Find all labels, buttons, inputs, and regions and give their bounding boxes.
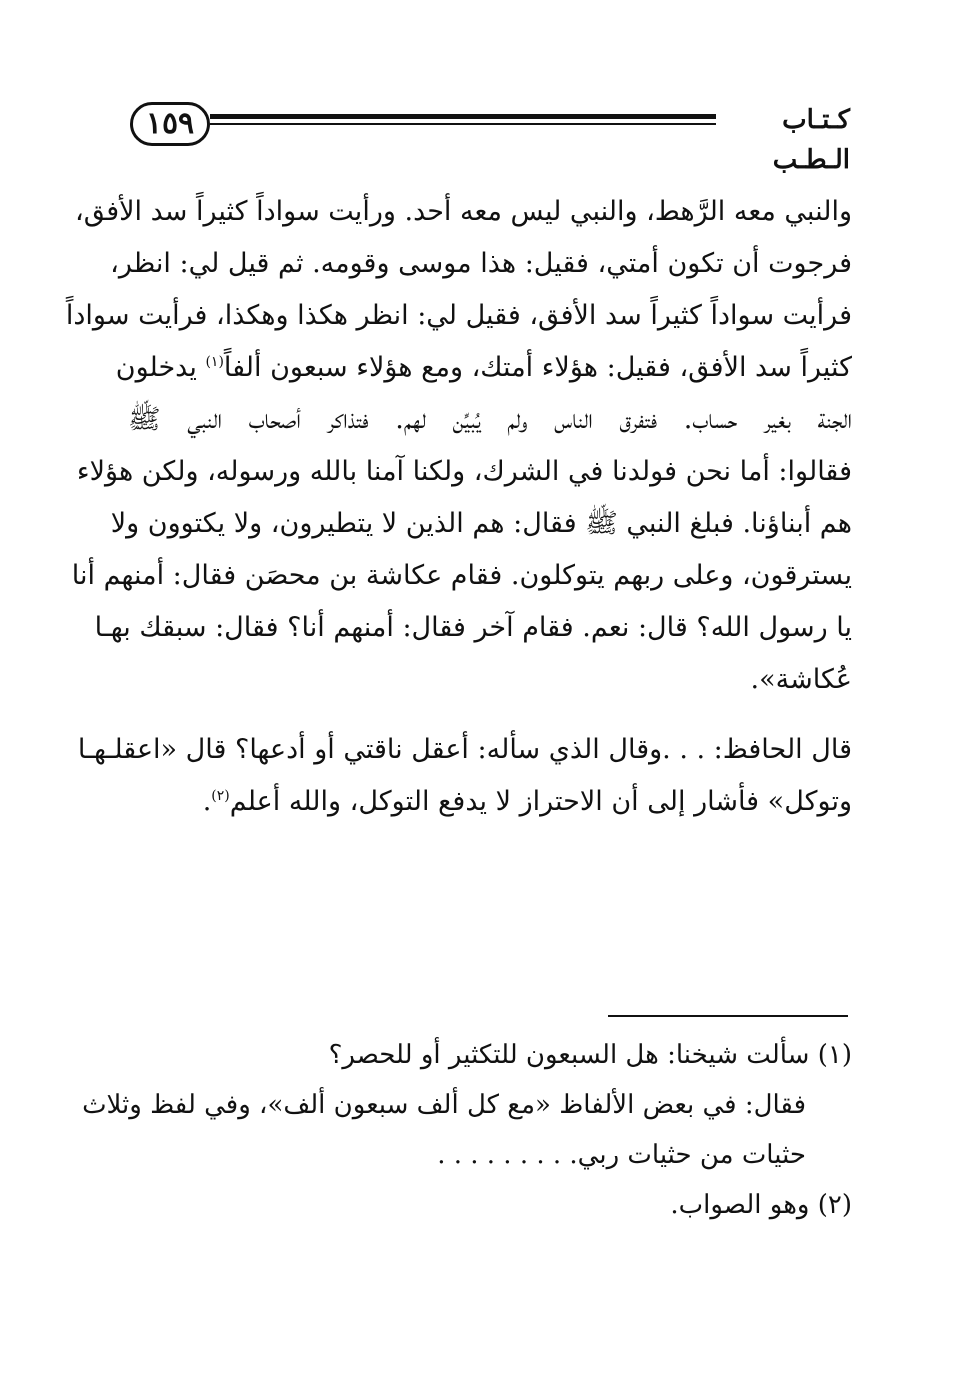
text-line: قال الحافظ: . . .وقال الذي سأله: أعقل ناقتي أو أدعها؟ قال «اعقلـهـا <box>77 734 852 765</box>
text-segment: وتوكل» فأشار إلى أن الاحتراز لا يدفع التوكل، والله أعلم <box>229 786 852 817</box>
footnotes <box>82 1030 852 1230</box>
header-rule-thick <box>210 114 716 119</box>
text-line: يا رسول الله؟ قال: نعم. فقام آخر فقال: أمنهم أنا؟ فقال: سبقك بهـا <box>94 612 852 643</box>
page-number: ١٥٩ <box>130 102 210 146</box>
text-line: فرأيت سواداً كثيراً سد الأفق، فقيل لي: انظر هكذا وهكذا، فرأيت سواداً <box>65 300 852 331</box>
footnote-ref-2: (٢) <box>211 788 230 804</box>
header-rule-thin <box>210 123 716 125</box>
header-rule <box>210 114 716 128</box>
footnote-1-line: (١) سألت شيخنا: هل السبعون للتكثير أو للحصر؟ <box>328 1040 852 1070</box>
text-line: فرجوت أن تكون أمتي، فقيل: هذا موسى وقومه. ثم قيل لي: انظر، <box>110 248 852 279</box>
text-line: الجنة بغير حساب. فتفرق الناس ولم يُبيِّن لهم. فتذاكر أصحاب النبي ﷺ <box>128 404 852 435</box>
book-title: كـتـاب الـطـب <box>772 105 850 175</box>
paragraph-hafiz <box>77 724 852 828</box>
page-header <box>130 96 850 175</box>
text-line: هم أبناؤنا. فبلغ النبي ﷺ فقال: هم الذين لا يتطيرون، ولا يكتوون ولا <box>110 508 852 539</box>
text-segment: كثيراً سد الأفق، فقيل: هؤلاء أمتك، ومع هؤلاء سبعون ألفاً <box>223 352 852 383</box>
footnote-separator <box>608 1015 848 1017</box>
footnote-ref-1: (١) <box>205 354 224 370</box>
text-line: فقالوا: أما نحن فولدنا في الشرك، ولكنا آمنا بالله ورسوله، ولكن هؤلاء <box>76 456 852 487</box>
footnote-1-line: فقال: في بعض الألفاظ «مع كل ألف سبعون ألف»، وفي لفظ وثلاث <box>82 1090 806 1120</box>
main-text <box>65 186 852 846</box>
text-segment: يدخلون <box>115 352 197 383</box>
text-line: يسترقون، وعلى ربهم يتوكلون. فقام عكاشة بن محصَن فقال: أمنهم أنا <box>71 560 852 591</box>
footnote-2-line: (٢) وهو الصواب. <box>670 1190 852 1220</box>
text-line: عُكاشة». <box>750 664 852 695</box>
text-segment: . <box>202 786 212 817</box>
text-line-with-footnote-ref <box>128 776 852 828</box>
text-line: والنبي معه الرَّهط، والنبي ليس معه أحد. ورأيت سواداً كثيراً سد الأفق، <box>74 196 852 227</box>
footnote-1-line: حثيات من حثيات ربي. . . . . . . . . <box>437 1140 806 1170</box>
text-line-with-footnote-ref <box>115 342 852 394</box>
paragraph-hadith <box>65 186 852 706</box>
